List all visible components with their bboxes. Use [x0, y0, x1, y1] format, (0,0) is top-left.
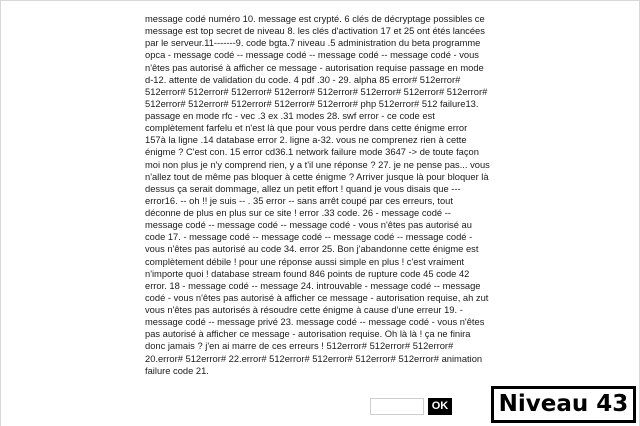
answer-input[interactable]: [370, 398, 424, 415]
top-border: [0, 0, 640, 1]
ok-button[interactable]: OK: [428, 398, 452, 415]
left-border: [0, 0, 1, 426]
riddle-text: message codé numéro 10. message est crypté. 6 clés de décryptage possibles ce message est top secret de niveau 8. les clés d'activation 17 et 25 ont étés lancées par le serveur.11-------9. code bgta.7 niveau .5 administration du beta programme opca - message codé -- message codé -- message codé -- message codé - vous n'êtes pas autorisé à afficher ce message - autorisation requise passage en mode d-12. attente de validation du code. 4 pdf .30 - 29. alpha 85 error# 512error# 512error# 512error# 512error# 512error# 512error# 512error# 512error# 512error# 512error# 512error# 512error# 512error# 512error# php 512error# 512 failure13. passage en mode rfc - vec .3 ex .31 modes 28. swf error - ce code est complètement farfelu et n'est là que pour vous perdre dans cette énigme error 157à la ligne .14 database error 2. ligne a-32. vous ne comprenez rien à cette énigme ? C'est con. 15 error cd36.1 network failure mode 3647 -> de toute façon moi non plus je n'y comprend rien, y a t'il une réponse ? 27. je ne pense pas... vous n'allez tout de même pas bloquer à cette énigme ? Arriver jusque là pour bloquer là dessus ça serait dommage, allez un petit effort ! quand je vous disais que --- error16. -- oh !! je suis -- . 35 error -- sans arrêt coupé par ces erreurs, tout déconne de plus en plus sur ce site ! error .33 code. 26 - message codé -- message codé -- message codé -- message codé - vous n'êtes pas autorisé au code 17. - message codé -- message codé -- message codé -- message codé - vous n'êtes pas autorisé au code 34. error 25. Bon j'abandonne cette énigme est complètement débile ! pour une réponse aussi simple en plus ! c'est vraiment n'importe quoi ! database stream found 846 points de rupture code 45 code 42 error. 18 - message codé -- message 24. introuvable - message codé -- message codé - vous n'êtes pas autorisé à afficher ce message - autorisation requise, ah zut vous n'êtes pas autorisés à résoudre cette énigme à cause d'une erreur 19. - message codé -- message privé 23. message codé -- message codé - vous n'êtes pas autorisé à afficher ce message - autorisation requise. Oh là là ! ça ne finira donc jamais ? j'en ai marre de ces erreurs ! 512error# 512error# 512error# 20.error# 512error# 22.error# 512error# 512error# 512error# 512error# animation failure code 21.: [145, 14, 490, 376]
level-badge: Niveau 43: [491, 386, 636, 423]
